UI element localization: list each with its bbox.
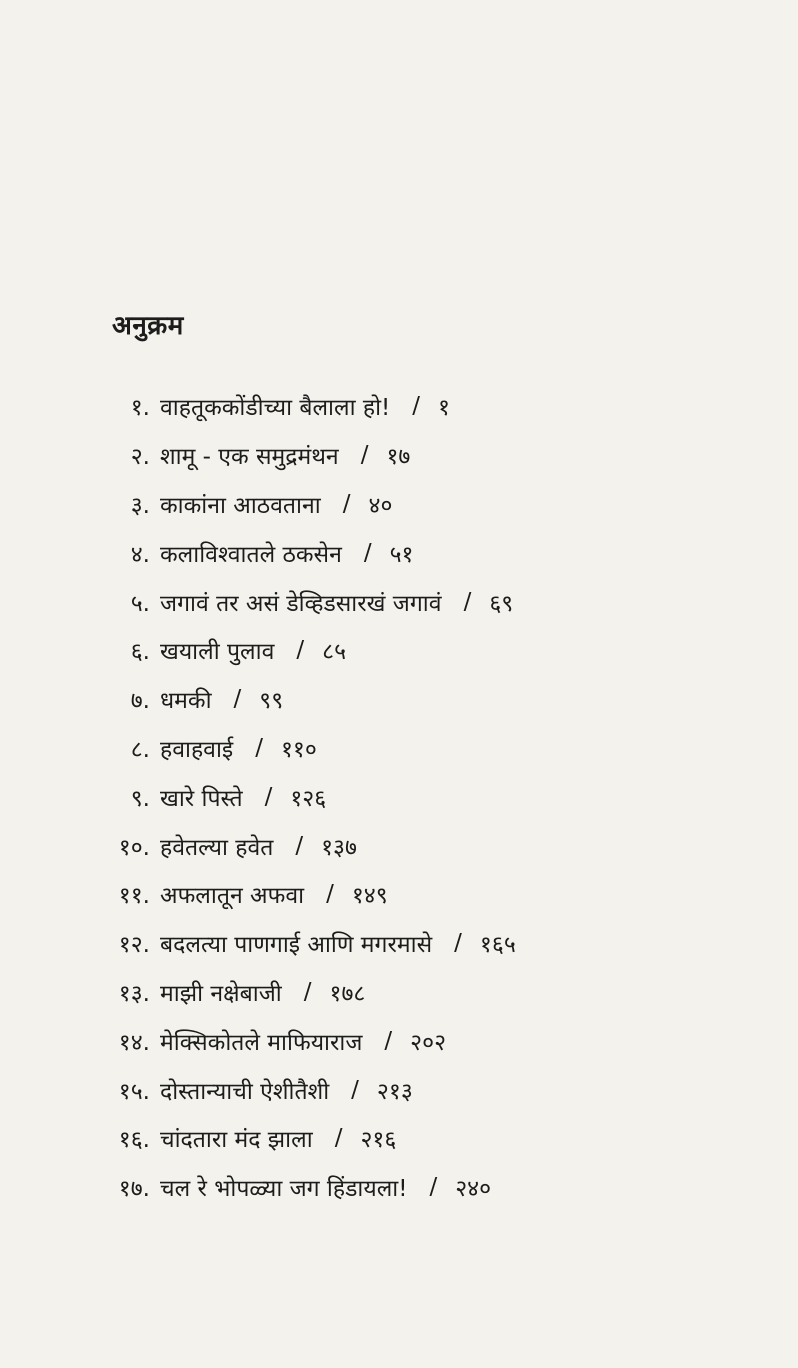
entry-number: २. <box>130 444 150 471</box>
toc-entry <box>90 919 730 968</box>
entry-number: १४. <box>118 1029 150 1056</box>
entry-number: ११. <box>118 883 150 910</box>
entry-page: ११० <box>280 736 317 763</box>
toc-entry <box>90 528 730 577</box>
entry-number: १३. <box>118 980 150 1007</box>
entry-number: ५. <box>130 590 150 617</box>
entry-page: ९९ <box>259 688 284 715</box>
toc-list <box>90 382 730 1212</box>
entry-separator: / <box>384 1027 393 1054</box>
entry-title: अफलातून अफवा <box>160 883 305 910</box>
entry-separator: / <box>412 393 421 420</box>
toc-entry <box>90 724 730 773</box>
entry-separator: / <box>233 686 242 713</box>
entry-page: ४० <box>368 492 393 519</box>
entry-number: १२. <box>118 932 150 959</box>
entry-title: हवेतल्या हवेत <box>160 834 274 861</box>
entry-separator: / <box>342 490 351 517</box>
entry-separator: / <box>303 978 312 1005</box>
entry-page: ५१ <box>389 541 414 568</box>
entry-title: शामू - एक समुद्रमंथन <box>160 444 339 471</box>
entry-page: ८५ <box>322 639 347 666</box>
entry-page: २४० <box>455 1176 492 1203</box>
entry-title: दोस्तान्याची ऐशीतैशी <box>160 1078 330 1105</box>
entry-title: कलाविश्वातले ठकसेन <box>160 541 342 568</box>
toc-entry <box>90 577 730 626</box>
entry-page: ६९ <box>489 590 514 617</box>
entry-number: ३. <box>130 492 150 519</box>
entry-page: १२६ <box>290 785 327 812</box>
entry-number: १. <box>130 395 150 422</box>
entry-page: १७८ <box>329 980 366 1007</box>
entry-title: बदलत्या पाणगाई आणि मगरमासे <box>160 932 433 959</box>
toc-entry <box>90 626 730 675</box>
toc-entry <box>90 1163 730 1212</box>
toc-entry <box>90 382 730 431</box>
entry-separator: / <box>363 539 372 566</box>
entry-separator: / <box>351 1076 359 1103</box>
toc-entry <box>90 1016 730 1065</box>
entry-number: ९. <box>130 785 150 812</box>
toc-entry <box>90 431 730 480</box>
entry-separator: / <box>429 1174 438 1201</box>
entry-title: मेक्सिकोतले माफियाराज <box>160 1029 363 1056</box>
entry-separator: / <box>454 930 462 957</box>
entry-title: काकांना आठवताना <box>160 492 321 519</box>
toc-entry <box>90 1114 730 1163</box>
entry-page: १३७ <box>321 834 357 861</box>
entry-title: चांदतारा मंद झाला <box>160 1127 313 1154</box>
entry-separator: / <box>296 637 305 664</box>
entry-title: धमकी <box>160 688 212 715</box>
entry-separator: / <box>463 588 472 615</box>
entry-separator: / <box>295 832 304 859</box>
entry-page: १७ <box>386 444 411 471</box>
entry-number: १६. <box>118 1127 150 1154</box>
entry-number: ७. <box>130 688 150 715</box>
toc-entry <box>90 968 730 1017</box>
entry-title: माझी नक्षेबाजी <box>160 980 282 1007</box>
entry-separator: / <box>326 881 334 908</box>
entry-number: १५. <box>118 1078 150 1105</box>
toc-entry <box>90 675 730 724</box>
entry-title: जगावं तर असं डेव्हिडसारखं जगावं <box>160 590 442 617</box>
entry-number: ४. <box>130 541 150 568</box>
entry-page: २१३ <box>376 1078 413 1105</box>
entry-separator: / <box>360 442 369 469</box>
entry-page: २१६ <box>360 1127 397 1154</box>
entry-page: १४९ <box>351 883 388 910</box>
toc-entry <box>90 821 730 870</box>
entry-page: १ <box>438 395 450 422</box>
page-title: अनुक्रम <box>112 311 184 341</box>
entry-page: १६५ <box>479 932 516 959</box>
toc-entry <box>90 772 730 821</box>
toc-entry <box>90 480 730 529</box>
entry-title: खारे पिस्ते <box>160 785 243 812</box>
entry-separator: / <box>264 783 273 810</box>
entry-title: खयाली पुलाव <box>160 639 275 666</box>
entry-number: ८. <box>130 736 150 763</box>
toc-entry <box>90 870 730 919</box>
entry-page: २०२ <box>410 1029 447 1056</box>
entry-number: ६. <box>130 639 150 666</box>
entry-separator: / <box>255 734 263 761</box>
entry-separator: / <box>334 1125 343 1152</box>
entry-title: हवाहवाई <box>160 736 234 763</box>
toc-entry <box>90 1065 730 1114</box>
entry-number: १०. <box>118 834 150 861</box>
entry-title: वाहतूककोंडीच्या बैलाला हो! <box>160 395 391 422</box>
entry-number: १७. <box>118 1176 150 1203</box>
entry-title: चल रे भोपळ्या जग हिंडायला! <box>160 1176 408 1203</box>
